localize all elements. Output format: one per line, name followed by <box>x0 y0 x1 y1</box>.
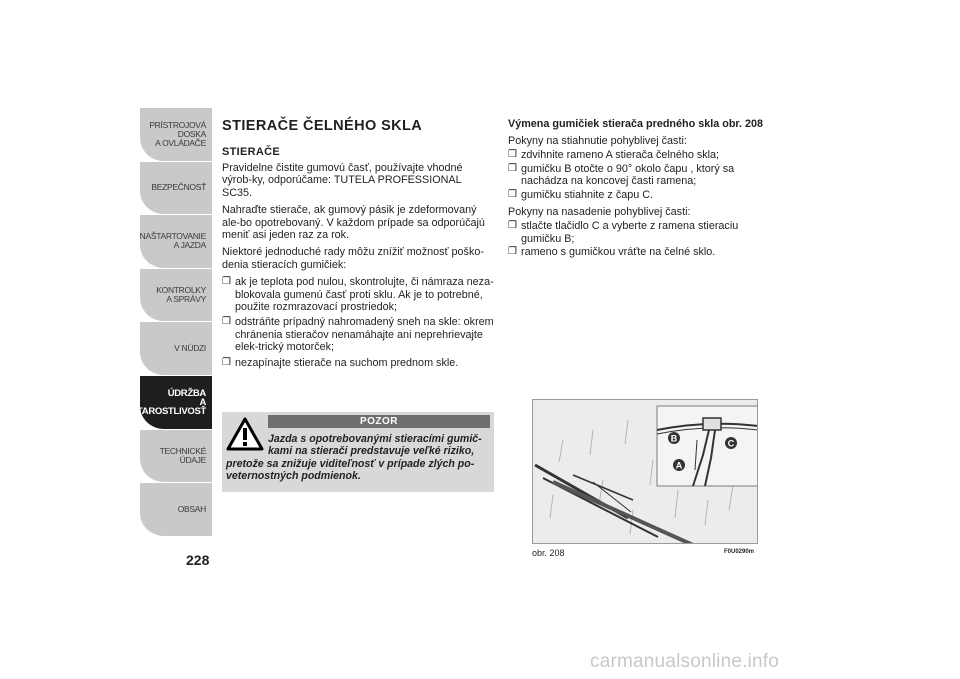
tab-label: OBSAH <box>177 503 206 514</box>
warning-line: Jazda s opotrebovanými stieracími gumič- <box>268 433 482 445</box>
section-heading: Výmena gumičiek stierača predného skla obr. 208 <box>508 118 764 130</box>
checkbox-bullet-icon: ❒ <box>222 276 231 288</box>
checkbox-bullet-icon: ❒ <box>508 188 517 200</box>
svg-text:C: C <box>727 438 735 449</box>
warning-line: kami na stierači predstavuje veľké riziko, <box>268 445 475 458</box>
removal-steps <box>508 149 778 201</box>
warning-box <box>222 412 494 492</box>
tips-list <box>222 276 494 369</box>
tab-technicke-udaje[interactable] <box>140 430 212 484</box>
tab-label: PRÍSTROJOVÁ DOSKA A OVLÁDAČE <box>149 119 206 148</box>
list-item-text: zdvihnite rameno A stierača čelného skla; <box>521 149 720 162</box>
figure-code: F0U0290m <box>724 549 755 555</box>
svg-text:A: A <box>675 460 683 471</box>
tab-nastartovanie[interactable] <box>140 215 212 269</box>
tab-kontrolky[interactable] <box>140 269 212 323</box>
list-item-text: ak je teplota pod nulou, skontrolujte, či námraza neza-blokovala gumenú časť proti sklu. Ak je to potrebné, použite rozmrazovací prostriedok; <box>235 276 494 314</box>
checkbox-bullet-icon: ❒ <box>508 149 517 161</box>
wiper-illustration <box>533 400 758 544</box>
list-item-text: gumičku B otočte o 90° okolo čapu , ktorý sa nachádza na koncovej časti ramena; <box>521 162 735 188</box>
list-item <box>222 316 494 353</box>
warning-text <box>226 433 490 483</box>
marker-a <box>673 459 685 471</box>
paragraph: Pravidelne čistite gumovú časť, používajte vhodné výrob-ky, odporúčame: TUTELA PROFESSIONAL SC35. <box>222 162 463 199</box>
checkbox-bullet-icon: ❒ <box>508 220 517 232</box>
list-item <box>222 357 494 369</box>
tab-label: NAŠTARTOVANIE A JAZDA <box>139 231 206 251</box>
marker-c <box>725 437 737 449</box>
tab-label: KONTROLKY A SPRÁVY <box>156 285 206 305</box>
checkbox-bullet-icon: ❒ <box>508 162 517 174</box>
tab-label: ÚDRŽBA A STAROSTLIVOSŤ <box>130 387 207 417</box>
list-item <box>508 246 778 258</box>
tab-bezpecnost[interactable] <box>140 162 212 216</box>
list-item <box>222 276 494 313</box>
tab-pristrojova-doska[interactable] <box>140 108 212 162</box>
list-item-text: odstráňte prípadný nahromadený sneh na skle: okrem chránenia stieračov nenamáhajte ani neprehrievajte elek-trický motorček; <box>235 316 494 354</box>
list-item-text: stlačte tlačidlo C a vyberte z ramena stieraciu gumičku B; <box>521 220 739 245</box>
warning-label: POZOR <box>268 415 490 428</box>
watermark: carmanualsonline.info <box>590 651 780 672</box>
list-item-text: gumičku stiahnite z čapu C. <box>521 188 654 201</box>
warning-line: pretože sa znižuje viditeľnosť v prípade zlých po- <box>226 457 475 470</box>
tab-label: BEZPEČNOSŤ <box>151 182 206 193</box>
marker-b <box>668 432 680 444</box>
page-number: 228 <box>186 552 210 568</box>
paragraph: Pokyny na nasadenie pohyblivej časti: <box>508 206 691 219</box>
wiper-figure <box>532 399 758 544</box>
tab-v-nudzi[interactable] <box>140 322 212 376</box>
chapter-tabs <box>130 108 212 537</box>
list-item <box>508 163 778 188</box>
list-item <box>508 149 778 161</box>
paragraph: Niektoré jednoduché rady môžu znížiť možnosť poško-denia stieracích gumičiek: <box>222 246 484 271</box>
left-column <box>222 118 494 372</box>
list-item <box>508 189 778 201</box>
list-item-text: rameno s gumičkou vráťte na čelné sklo. <box>521 246 716 259</box>
tab-udrzba[interactable] <box>130 376 212 430</box>
list-item <box>508 220 778 245</box>
list-item-text: nezapínajte stierače na suchom prednom skle. <box>235 356 459 369</box>
svg-text:B: B <box>670 433 678 444</box>
tab-label: TECHNICKÉ ÚDAJE <box>159 445 206 465</box>
checkbox-bullet-icon: ❒ <box>508 246 517 258</box>
subsection-title: STIERAČE <box>222 146 281 158</box>
tab-obsah[interactable] <box>140 483 212 537</box>
checkbox-bullet-icon: ❒ <box>222 356 231 368</box>
figure-caption: obr. 208 <box>532 548 565 558</box>
paragraph: Nahraďte stierače, ak gumový pásik je zdeformovaný ale-bo opotrebovaný. V každom prípade sa odporúčajú meniť asi jeden raz za rok. <box>222 204 485 242</box>
warning-line: veternostných podmienok. <box>226 470 361 483</box>
section-title: STIERAČE ČELNÉHO SKLA <box>222 118 423 134</box>
right-column <box>508 118 778 260</box>
checkbox-bullet-icon: ❒ <box>222 316 231 328</box>
installation-steps <box>508 220 778 258</box>
paragraph: Pokyny na stiahnutie pohyblivej časti: <box>508 135 687 147</box>
tab-label: V NÚDZI <box>174 343 206 354</box>
